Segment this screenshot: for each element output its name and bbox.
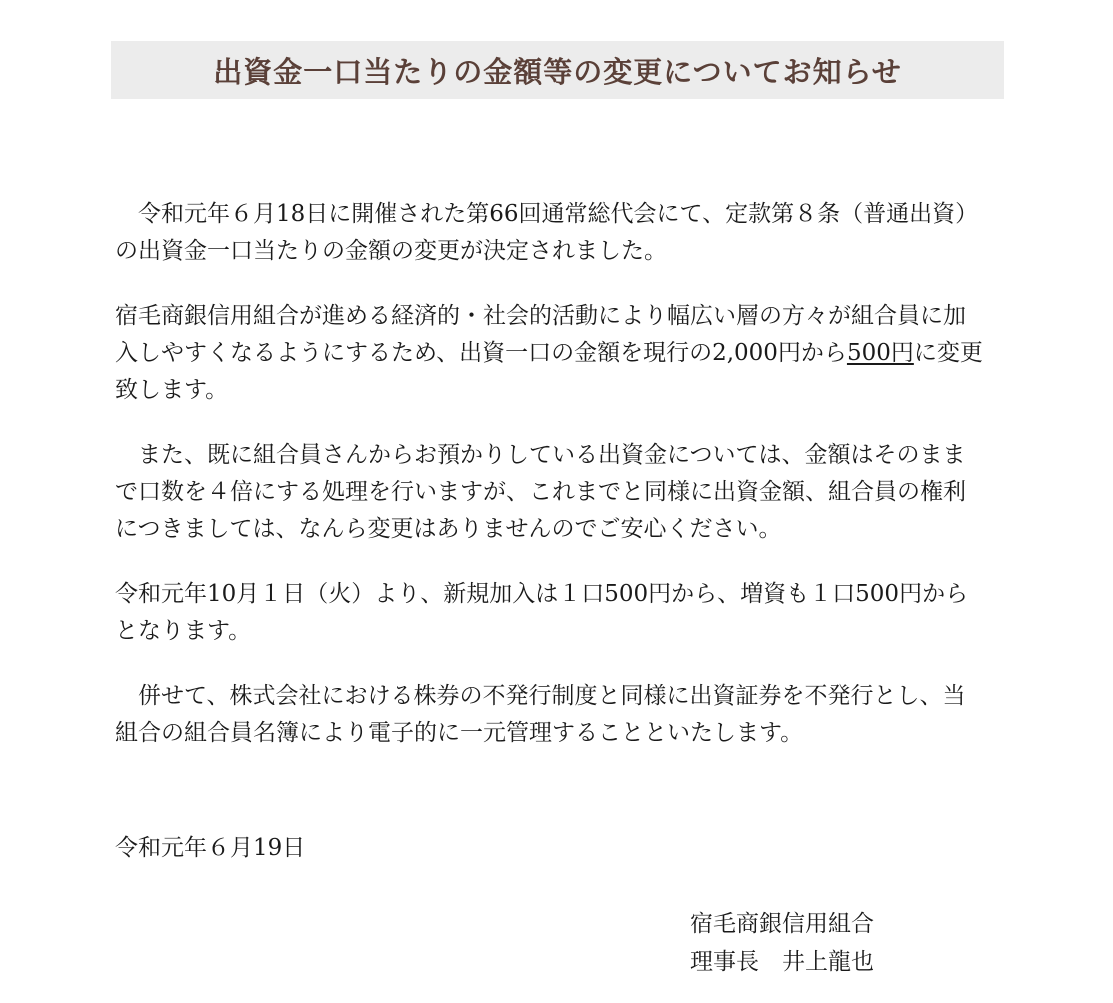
- paragraph-amount-change: [115, 298, 985, 409]
- paragraph-effective-date: 令和元年10月１日（火）より、新規加入は１口500円から、増資も１口500円からとなります。: [115, 581, 969, 644]
- notice-body: [115, 196, 985, 780]
- signature-block: [690, 905, 874, 981]
- organization-name: 宿毛商銀信用組合: [690, 911, 874, 937]
- page-title: 出資金一口当たりの金額等の変更についてお知らせ: [213, 54, 902, 89]
- paragraph-certificate-policy: 併せて、株式会社における株券の不発行制度と同様に出資証券を不発行とし、当組合の組合員名簿により電子的に一元管理することといたします。: [115, 683, 966, 746]
- amount-change-text: 宿毛商銀信用組合が進める経済的・社会的活動により幅広い層の方々が組合員に加入しやすくなるようにするため、出資一口の金額を現行の2,000円から: [115, 303, 966, 366]
- new-amount-underlined: 500円: [846, 340, 914, 366]
- paragraph-existing-members: また、既に組合員さんからお預かりしている出資金については、金額はそのままで口数を４倍にする処理を行いますが、これまでと同様に出資金額、組合員の権利につきましては、なんら変更はありませんのでご安心ください。: [115, 442, 966, 542]
- representative-name: 理事長 井上龍也: [690, 949, 874, 975]
- title-banner: [111, 41, 1004, 99]
- notice-date: 令和元年６月19日: [115, 835, 306, 861]
- paragraph-meeting-decision: 令和元年６月18日に開催された第66回通常総代会にて、定款第８条（普通出資）の出資金一口当たりの金額の変更が決定されました。: [115, 201, 979, 264]
- amount-change-suffix: に変更致します。: [115, 340, 983, 403]
